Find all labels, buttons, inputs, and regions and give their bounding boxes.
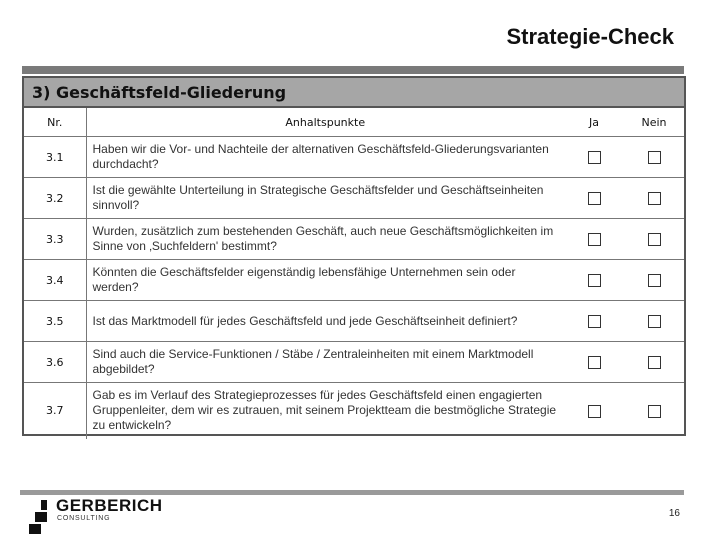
nein-checkbox[interactable] bbox=[648, 192, 661, 205]
ja-checkbox[interactable] bbox=[588, 315, 601, 328]
row-number: 3.5 bbox=[24, 301, 86, 342]
checklist-table bbox=[24, 108, 684, 439]
nein-checkbox[interactable] bbox=[648, 233, 661, 246]
row-question: Ist die gewählte Unterteilung in Strategische Geschäftsfelder und Geschäftseinheiten sinnvoll? bbox=[86, 178, 564, 219]
ja-checkbox[interactable] bbox=[588, 274, 601, 287]
nein-checkbox[interactable] bbox=[648, 405, 661, 418]
row-question: Haben wir die Vor- und Nachteile der alternativen Geschäftsfeld-Gliederungsvarianten durchdacht? bbox=[86, 137, 564, 178]
header-nr: Nr. bbox=[24, 108, 86, 137]
table-row bbox=[24, 342, 684, 383]
row-number: 3.4 bbox=[24, 260, 86, 301]
row-question: Gab es im Verlauf des Strategieprozesses für jedes Geschäftsfeld einen engagierten Gruppenleiter, dem wir es zutrauen, mit seinem Projektteam die bestmögliche Strategie zu entwickeln? bbox=[92, 388, 557, 433]
ja-checkbox[interactable] bbox=[588, 356, 601, 369]
table-row bbox=[24, 383, 684, 439]
ja-checkbox[interactable] bbox=[588, 405, 601, 418]
section-header: 3) Geschäftsfeld-Gliederung bbox=[24, 78, 684, 108]
table-header-row bbox=[24, 108, 684, 137]
table-row bbox=[24, 260, 684, 301]
row-number: 3.6 bbox=[24, 342, 86, 383]
header-ja: Ja bbox=[564, 108, 624, 137]
logo-subtitle: CONSULTING bbox=[57, 515, 111, 522]
table-row bbox=[24, 301, 684, 342]
row-question: Ist das Marktmodell für jedes Geschäftsfeld und jede Geschäftseinheit definiert? bbox=[86, 301, 564, 342]
nein-checkbox[interactable] bbox=[648, 356, 661, 369]
checklist-frame bbox=[22, 76, 686, 436]
page-title: Strategie-Check bbox=[506, 24, 674, 49]
ja-checkbox[interactable] bbox=[588, 233, 601, 246]
row-question: Sind auch die Service-Funktionen / Stäbe / Zentraleinheiten mit einem Marktmodell abgebildet? bbox=[86, 342, 564, 383]
row-question: Wurden, zusätzlich zum bestehenden Geschäft, auch neue Geschäftsmöglichkeiten im Sinne von ‚Suchfeldern' bestimmt? bbox=[86, 219, 564, 260]
logo-name: GERBERICH bbox=[56, 496, 163, 515]
row-question: Könnten die Geschäftsfelder eigenständig lebensfähige Unternehmen sein oder werden? bbox=[86, 260, 564, 301]
ja-checkbox[interactable] bbox=[588, 151, 601, 164]
nein-checkbox[interactable] bbox=[648, 151, 661, 164]
nein-checkbox[interactable] bbox=[648, 274, 661, 287]
row-number: 3.7 bbox=[24, 383, 86, 439]
row-number: 3.3 bbox=[24, 219, 86, 260]
ja-checkbox[interactable] bbox=[588, 192, 601, 205]
table-row bbox=[24, 137, 684, 178]
header-anhaltspunkte: Anhaltspunkte bbox=[86, 108, 564, 137]
row-number: 3.1 bbox=[24, 137, 86, 178]
row-number: 3.2 bbox=[24, 178, 86, 219]
page-number: 16 bbox=[668, 508, 680, 519]
nein-checkbox[interactable] bbox=[648, 315, 661, 328]
company-logo bbox=[24, 494, 174, 538]
title-divider bbox=[22, 66, 684, 74]
logo-mark-icon bbox=[24, 494, 54, 538]
table-row bbox=[24, 219, 684, 260]
table-row bbox=[24, 178, 684, 219]
header-nein: Nein bbox=[624, 108, 684, 137]
